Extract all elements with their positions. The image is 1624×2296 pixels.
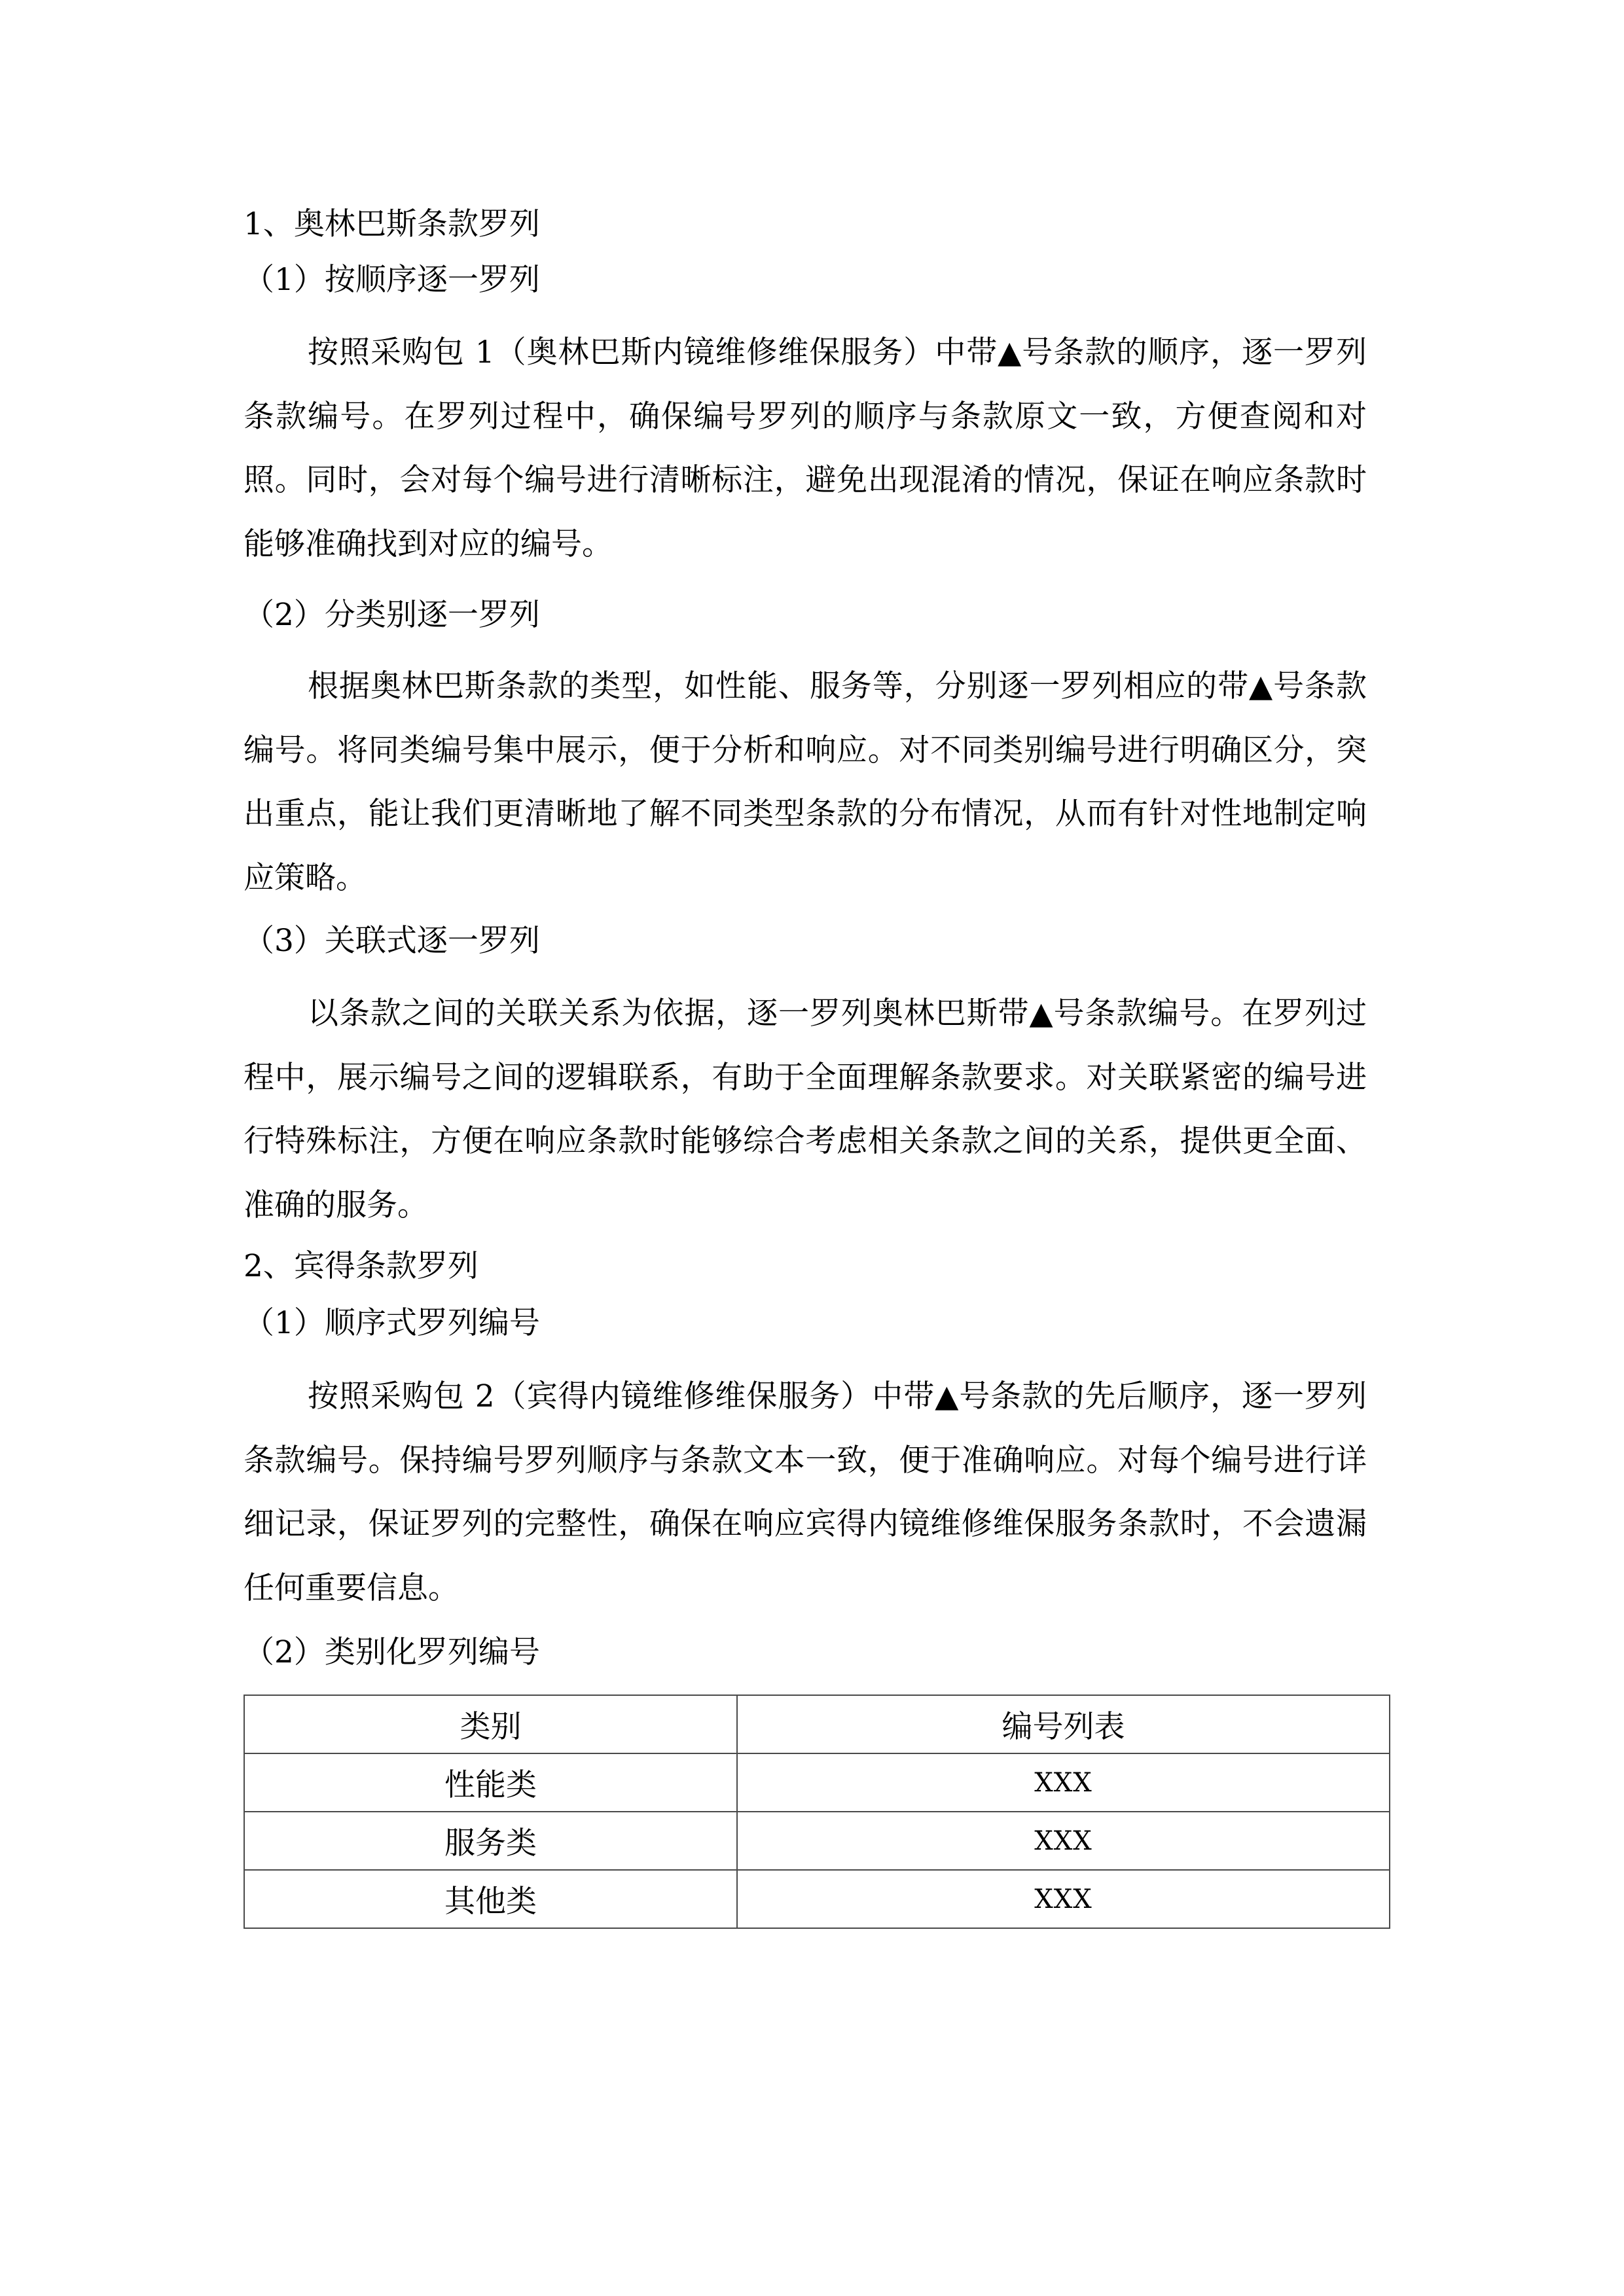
subsection-title-2-1: （1）顺序式罗列编号 <box>244 1305 540 1341</box>
table-cell-code-list: XXX <box>737 1870 1390 1928</box>
table-header-row <box>244 1695 1390 1753</box>
table-cell-code-list: XXX <box>737 1812 1390 1870</box>
subsection-title-1-2: （2）分类别逐一罗列 <box>244 597 540 633</box>
subsection-title-1-1: （1）按顺序逐一罗列 <box>244 262 540 298</box>
table-row <box>244 1870 1390 1928</box>
section-heading-1: 1、奥林巴斯条款罗列 <box>244 206 540 242</box>
table-header-code-list: 编号列表 <box>737 1695 1390 1753</box>
category-code-table <box>244 1695 1390 1929</box>
table-header-category: 类别 <box>244 1695 737 1753</box>
subsection-title-1-3: （3）关联式逐一罗列 <box>244 923 540 959</box>
table-row <box>244 1753 1390 1812</box>
table-cell-category: 其他类 <box>244 1870 737 1928</box>
section-heading-2: 2、宾得条款罗列 <box>244 1248 478 1284</box>
table-row <box>244 1812 1390 1870</box>
paragraph-1-3: 以条款之间的关联关系为依据，逐一罗列奥林巴斯带▲号条款编号。在罗列过程中，展示编号之间的逻辑联系，有助于全面理解条款要求。对关联紧密的编号进行特殊标注，方便在响应条款时能够综合考虑相关条款之间的关系，提供更全面、准确的服务。 <box>244 996 1367 1223</box>
subsection-title-2-2: （2）类别化罗列编号 <box>244 1634 540 1670</box>
table-cell-category: 服务类 <box>244 1812 737 1870</box>
paragraph-1-2: 根据奥林巴斯条款的类型，如性能、服务等，分别逐一罗列相应的带▲号条款编号。将同类编号集中展示，便于分析和响应。对不同类别编号进行明确区分，突出重点，能让我们更清晰地了解不同类型条款的分布情况，从而有针对性地制定响应策略。 <box>244 668 1367 896</box>
table-cell-category: 性能类 <box>244 1753 737 1812</box>
paragraph-1-1: 按照采购包 1（奥林巴斯内镜维修维保服务）中带▲号条款的顺序，逐一罗列条款编号。在罗列过程中，确保编号罗列的顺序与条款原文一致，方便查阅和对照。同时，会对每个编号进行清晰标注，避免出现混淆的情况，保证在响应条款时能够准确找到对应的编号。 <box>244 334 1367 562</box>
table-cell-code-list: XXX <box>737 1753 1390 1812</box>
paragraph-2-1: 按照采购包 2（宾得内镜维修维保服务）中带▲号条款的先后顺序，逐一罗列条款编号。保持编号罗列顺序与条款文本一致，便于准确响应。对每个编号进行详细记录，保证罗列的完整性，确保在响应宾得内镜维修维保服务条款时，不会遗漏任何重要信息。 <box>244 1378 1367 1606</box>
